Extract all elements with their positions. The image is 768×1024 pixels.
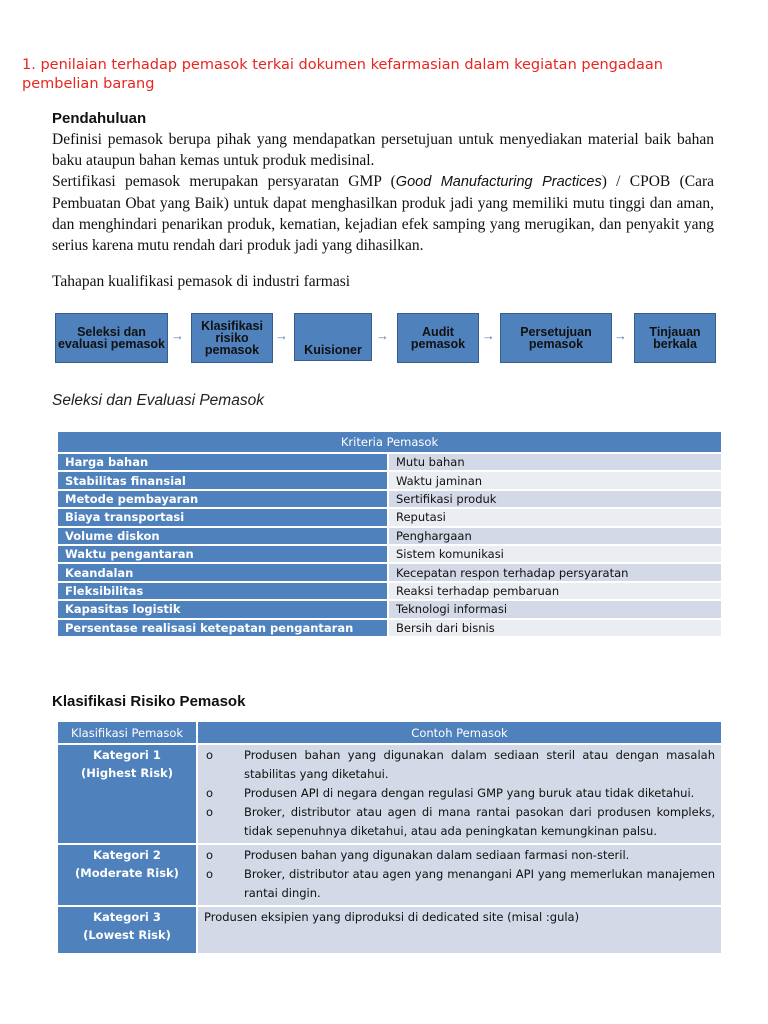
risk-category-cell xyxy=(58,745,196,843)
risk-classification-title: Klasifikasi Risiko Pemasok xyxy=(52,693,246,710)
arrow-right-icon: → xyxy=(275,328,288,343)
criteria-left-cell: Fleksibilitas xyxy=(58,583,387,599)
table-row xyxy=(58,491,721,507)
criteria-right-cell: Sertifikasi produk xyxy=(389,491,721,507)
table-row xyxy=(58,546,721,562)
table-row xyxy=(58,509,721,525)
table-row xyxy=(58,583,721,599)
criteria-right-cell: Bersih dari bisnis xyxy=(389,620,721,636)
criteria-left-cell: Harga bahan xyxy=(58,454,387,470)
criteria-right-cell: Teknologi informasi xyxy=(389,601,721,617)
list-item: o Produsen bahan yang digunakan dalam sediaan steril atau dengan masalah stabilitas yang diketahui. xyxy=(204,746,715,784)
flow-step-seleksi: Seleksi dan evaluasi pemasok xyxy=(55,313,168,363)
criteria-left-cell: Waktu pengantaran xyxy=(58,546,387,562)
text-span: ) / CPOB (Cara Pembuatan Obat yang Baik) untuk dapat menghasilkan produk jadi yang memiliki mutu tinggi dan aman, dan menghindari penarikan produk, kematian, kejadian efek samping yang merugikan, dan penyakit yang serius karena mutu rendah dari produk jadi yang dihasilkan. xyxy=(52,173,714,254)
criteria-right-cell: Penghargaan xyxy=(389,528,721,544)
criteria-right-cell: Mutu bahan xyxy=(389,454,721,470)
list-item: o Broker, distributor atau agen yang menangani API yang memerlukan manajemen rantai dingin. xyxy=(204,865,715,903)
list-item: o Produsen API di negara dengan regulasi GMP yang buruk atau tidak diketahui. xyxy=(204,784,715,803)
qualification-stages-text: Tahapan kualifikasi pemasok di industri farmasi xyxy=(52,273,351,290)
table-row xyxy=(58,454,721,470)
document-heading: 1. penilaian terhadap pemasok terkai dokumen kefarmasian dalam kegiatan pengadaan pembelian barang xyxy=(22,57,663,92)
flow-step-persetujuan: Persetujuan pemasok xyxy=(500,313,612,363)
intro-paragraph-certification xyxy=(52,171,714,256)
criteria-left-cell: Persentase realisasi ketepatan pengantaran xyxy=(58,620,387,636)
risk-row-category-1 xyxy=(58,745,721,843)
list-item: o Produsen bahan yang digunakan dalam sediaan farmasi non-steril. xyxy=(204,846,715,865)
table-row xyxy=(58,564,721,580)
table-row xyxy=(58,472,721,488)
arrow-right-icon: → xyxy=(614,328,627,343)
risk-examples-cell xyxy=(198,845,721,905)
criteria-left-cell: Volume diskon xyxy=(58,528,387,544)
flow-step-tinjauan: Tinjauan berkala xyxy=(634,313,716,363)
table-row xyxy=(58,601,721,617)
criteria-table-header: Kriteria Pemasok xyxy=(58,432,721,452)
category-risk-level: (Lowest Risk) xyxy=(83,928,171,942)
criteria-left-cell: Biaya transportasi xyxy=(58,509,387,525)
criteria-table xyxy=(56,430,723,638)
flow-step-kuisioner: Kuisioner xyxy=(294,313,372,361)
category-name: Kategori 2 xyxy=(93,848,161,862)
criteria-right-cell: Sistem komunikasi xyxy=(389,546,721,562)
selection-evaluation-title: Seleksi dan Evaluasi Pemasok xyxy=(52,392,264,409)
risk-row-category-3 xyxy=(58,907,721,953)
risk-table xyxy=(56,720,723,955)
table-row xyxy=(58,528,721,544)
risk-category-cell xyxy=(58,907,196,953)
gmp-term: Good Manufacturing Practices xyxy=(395,174,602,190)
section-title-pendahuluan: Pendahuluan xyxy=(52,110,147,127)
criteria-left-cell: Stabilitas finansial xyxy=(58,472,387,488)
risk-examples-cell xyxy=(198,745,721,843)
risk-examples-cell: Produsen eksipien yang diproduksi di dedicated site (misal :gula) xyxy=(198,907,721,953)
criteria-left-cell: Keandalan xyxy=(58,564,387,580)
risk-table-header-examples: Contoh Pemasok xyxy=(198,722,721,743)
criteria-right-cell: Reputasi xyxy=(389,509,721,525)
flow-step-klasifikasi: Klasifikasi risiko pemasok xyxy=(191,313,273,363)
criteria-right-cell: Reaksi terhadap pembaruan xyxy=(389,583,721,599)
table-row xyxy=(58,620,721,636)
category-name: Kategori 3 xyxy=(93,910,161,924)
category-name: Kategori 1 xyxy=(93,748,161,762)
category-risk-level: (Moderate Risk) xyxy=(75,866,179,880)
criteria-right-cell: Kecepatan respon terhadap persyaratan xyxy=(389,564,721,580)
arrow-right-icon: → xyxy=(171,328,184,343)
risk-row-category-2 xyxy=(58,845,721,905)
criteria-left-cell: Metode pembayaran xyxy=(58,491,387,507)
arrow-right-icon: → xyxy=(376,328,389,343)
text-span: Sertifikasi pemasok merupakan persyaratan GMP ( xyxy=(52,173,396,190)
list-item: o Broker, distributor atau agen di mana rantai pasokan dari produsen kompleks, tidak sepenuhnya diketahui, atau ada peningkatan kemungkinan palsu. xyxy=(204,803,715,841)
flow-step-audit: Audit pemasok xyxy=(397,313,479,363)
arrow-right-icon: → xyxy=(482,328,495,343)
intro-paragraph-definition: Definisi pemasok berupa pihak yang mendapatkan persetujuan untuk menyediakan material baik bahan baku ataupun bahan kemas untuk produk medisinal. xyxy=(52,131,714,169)
criteria-left-cell: Kapasitas logistik xyxy=(58,601,387,617)
intro-text xyxy=(52,129,714,256)
risk-table-header-classification: Klasifikasi Pemasok xyxy=(58,722,196,743)
criteria-right-cell: Waktu jaminan xyxy=(389,472,721,488)
risk-category-cell xyxy=(58,845,196,905)
qualification-flow xyxy=(55,313,715,365)
category-risk-level: (Highest Risk) xyxy=(81,766,173,780)
